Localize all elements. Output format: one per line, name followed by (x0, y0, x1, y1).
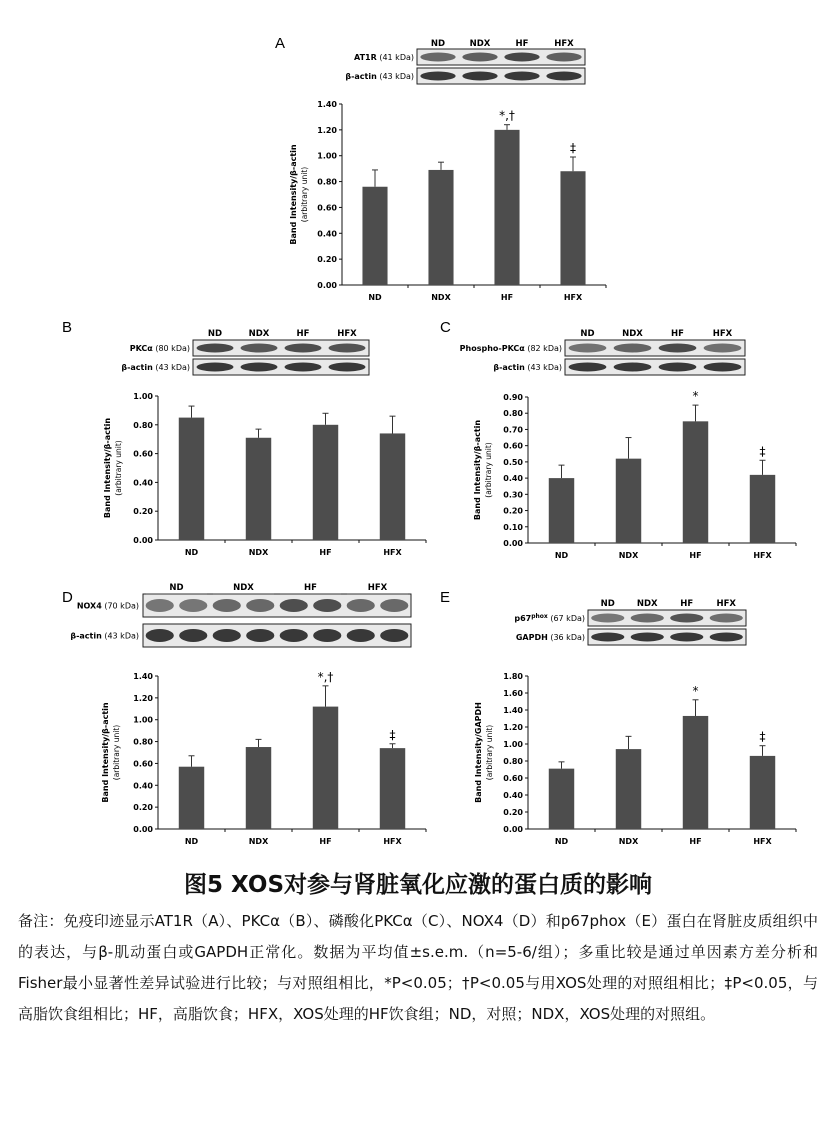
blot-label: β-actin (43 kDa) (70, 631, 139, 641)
y-tick-label: 0.40 (133, 478, 153, 488)
y-tick-label: 1.00 (133, 715, 153, 725)
blot-band (197, 363, 234, 372)
blot-label: β-actin (43 kDa) (345, 72, 414, 81)
panel-D (62, 583, 426, 846)
blot-band (546, 72, 581, 81)
x-tick-label: NDX (431, 293, 451, 302)
x-tick-label: NDX (618, 837, 639, 846)
x-tick-label: HF (689, 837, 702, 846)
y-tick-label: 0.90 (503, 393, 523, 402)
blot-band (347, 629, 375, 642)
x-tick-label: HFX (753, 551, 772, 560)
blot-group-label: HF (296, 329, 310, 339)
blot-band (197, 344, 234, 353)
blot-band (241, 344, 278, 353)
blot-band (329, 344, 366, 353)
bar (246, 747, 271, 829)
y-tick-label: 0.00 (503, 825, 523, 834)
blot-group-label: ND (600, 599, 615, 609)
blot-band (614, 344, 652, 353)
blot-band (659, 344, 697, 353)
y-axis-sublabel: (arbitrary unit) (300, 166, 309, 223)
y-tick-label: 1.80 (503, 672, 523, 681)
bar (750, 475, 775, 543)
x-tick-label: ND (554, 837, 569, 846)
blot-band (710, 633, 743, 642)
blot-band (146, 599, 174, 612)
blot-band (313, 599, 341, 612)
blot-band (213, 599, 241, 612)
x-tick-label: ND (184, 837, 199, 846)
blot-group-label: HFX (712, 329, 733, 339)
x-tick-label: HF (319, 837, 332, 846)
bar (683, 716, 708, 829)
blot-group-label: ND (580, 329, 595, 339)
bar (313, 425, 338, 540)
blot-group-label: HF (515, 39, 529, 49)
blot-band (380, 629, 408, 642)
blot-label: PKCα (80 kDa) (129, 344, 190, 353)
bar (380, 433, 405, 540)
y-tick-label: 0.40 (317, 229, 337, 239)
blot-label: β-actin (43 kDa) (121, 363, 190, 372)
blot-label: AT1R (41 kDa) (354, 53, 414, 62)
blot-band (631, 614, 664, 623)
blot-group-label: ND (430, 39, 446, 49)
blot-band (285, 344, 322, 353)
y-tick-label: 0.00 (317, 281, 337, 290)
y-tick-label: 0.20 (133, 803, 153, 813)
y-tick-label: 0.20 (317, 255, 337, 265)
y-tick-label: 0.60 (133, 759, 153, 769)
blot-band (546, 53, 581, 62)
bar (560, 171, 585, 285)
y-tick-label: 0.40 (503, 474, 523, 484)
blot-band (285, 363, 322, 372)
blot-band (670, 614, 703, 623)
bar (380, 748, 405, 829)
blot-band (704, 363, 742, 372)
panel-B (62, 319, 426, 557)
bar (750, 756, 775, 829)
blot-group-label: ND (207, 329, 223, 339)
blot-band (704, 344, 742, 353)
significance-label: ‡ (389, 727, 396, 742)
blot-band (670, 633, 703, 642)
blot-band (347, 599, 375, 612)
blot-band (420, 53, 455, 62)
x-tick-label: HFX (383, 548, 402, 557)
blot-band (329, 363, 366, 372)
significance-label: ‡ (759, 444, 766, 459)
bar (313, 707, 338, 829)
blot-group-label: HF (304, 583, 317, 593)
y-tick-label: 0.60 (133, 449, 153, 459)
blot-band (179, 599, 207, 612)
blot-group-label: HFX (337, 329, 357, 339)
y-tick-label: 0.30 (503, 490, 523, 500)
x-tick-label: HF (500, 293, 514, 302)
y-axis-label: Band Intensity/β-actin (289, 144, 298, 245)
bar (428, 170, 453, 285)
x-tick-label: ND (368, 293, 382, 302)
y-axis-label: Band Intensity/β-actin (101, 702, 110, 803)
y-axis-sublabel: (arbitrary unit) (112, 724, 121, 781)
x-tick-label: HFX (753, 837, 772, 846)
bar (616, 459, 641, 543)
blot-band (591, 614, 624, 623)
blot-band (569, 344, 607, 353)
blot-label: Phospho-PKCα (82 kDa) (459, 344, 562, 353)
blot-group-label: ND (169, 583, 184, 593)
blot-band (569, 363, 607, 372)
panel-label: D (62, 589, 73, 606)
blot-band (631, 633, 664, 642)
panel-label: E (440, 589, 451, 606)
bar (179, 418, 204, 540)
y-tick-label: 0.40 (133, 781, 153, 791)
y-tick-label: 0.00 (503, 539, 523, 548)
y-tick-label: 0.80 (133, 737, 153, 747)
y-tick-label: 1.60 (503, 689, 523, 698)
x-tick-label: HF (689, 551, 702, 560)
y-tick-label: 0.70 (503, 425, 523, 435)
y-tick-label: 0.80 (503, 757, 523, 766)
y-axis-label: Band Intensity/β-actin (103, 417, 112, 519)
y-tick-label: 0.20 (503, 808, 523, 817)
blot-band (659, 363, 697, 372)
x-tick-label: NDX (248, 548, 269, 557)
blot-label: GAPDH (36 kDa) (515, 633, 585, 642)
blot-band (710, 614, 743, 623)
blot-label: $p67^{phox}$ (67 kDa) (514, 613, 585, 623)
panel-C (440, 319, 796, 560)
panel-label: B (62, 319, 73, 336)
blot-band (241, 363, 278, 372)
blot-group-label: NDX (248, 329, 270, 339)
x-tick-label: NDX (248, 837, 269, 846)
panel-label: A (275, 35, 286, 52)
y-axis-sublabel: (arbitrary unit) (485, 724, 494, 781)
blot-group-label: NDX (636, 599, 658, 609)
blot-band (504, 53, 539, 62)
blot-label: β-actin (43 kDa) (493, 363, 562, 372)
y-tick-label: 1.00 (317, 151, 337, 161)
bar (549, 478, 574, 543)
blot-band (462, 72, 497, 81)
bar (494, 130, 519, 285)
y-tick-label: 0.20 (133, 507, 153, 517)
x-tick-label: ND (554, 551, 569, 560)
y-tick-label: 0.80 (133, 420, 153, 430)
y-tick-label: 1.20 (133, 693, 153, 703)
y-tick-label: 1.40 (317, 100, 337, 109)
blot-band (280, 629, 308, 642)
y-tick-label: 0.00 (133, 536, 153, 545)
y-tick-label: 0.20 (503, 506, 523, 516)
significance-label: *,† (317, 669, 334, 684)
y-tick-label: 0.60 (503, 441, 523, 451)
blot-group-label: HFX (554, 39, 574, 49)
blot-label: NOX4 (70 kDa) (76, 601, 139, 611)
y-axis-label: Band Intensity/β-actin (473, 419, 482, 521)
bar (362, 187, 387, 285)
y-axis-label: Band Intensity/GAPDH (474, 702, 483, 803)
y-tick-label: 0.80 (503, 409, 523, 419)
y-tick-label: 1.00 (503, 740, 523, 749)
significance-label: *,† (499, 108, 515, 123)
y-tick-label: 0.10 (503, 522, 523, 532)
y-tick-label: 0.50 (503, 457, 523, 467)
blot-group-label: HF (680, 599, 694, 609)
blot-band (213, 629, 241, 642)
y-axis-sublabel: (arbitrary unit) (484, 442, 493, 498)
y-tick-label: 0.80 (317, 177, 337, 187)
blot-group-label: HFX (716, 599, 736, 609)
blot-band (591, 633, 624, 642)
panel-label: C (440, 319, 451, 336)
blot-band (280, 599, 308, 612)
blot-band (504, 72, 539, 81)
significance-label: * (692, 389, 699, 404)
blot-band (614, 363, 652, 372)
y-tick-label: 1.40 (503, 706, 523, 715)
blot-group-label: HFX (367, 583, 388, 593)
blot-band (146, 629, 174, 642)
blot-band (246, 599, 274, 612)
blot-band (380, 599, 408, 612)
panel-E (440, 589, 796, 846)
blot-group-label: NDX (233, 583, 254, 593)
y-tick-label: 0.40 (503, 791, 523, 800)
bar (179, 767, 204, 829)
x-tick-label: HFX (563, 293, 583, 302)
blot-band (246, 629, 274, 642)
figure-note: 备注：免疫印迹显示AT1R（A）、PKCα（B）、磷酸化PKCα（C）、NOX4（D）和p67phox（E）蛋白在肾脏皮质组织中的表达，与β-肌动蛋白或GAPDH正常化。数据为平均值±s.e.m.（n=5-6/组）；多重比较是通过单因素方差分析和Fisher最小显著性差异试验进行比较；与对照组相比，*P<0.05；†P<0.05与用XOS处理的对照组相比；‡P<0.05，与高脂饮食组相比；HF，高脂饮食；HFX，XOS处理的HF饮食组；ND，对照；NDX，XOS处理的对照组。 (18, 912, 818, 1023)
x-tick-label: HF (319, 548, 332, 557)
panel-A (275, 35, 606, 302)
y-tick-label: 1.20 (317, 125, 337, 135)
blot-group-label: NDX (622, 329, 643, 339)
y-tick-label: 1.20 (503, 723, 523, 732)
blot-group-label: NDX (469, 39, 491, 49)
x-tick-label: HFX (383, 837, 402, 846)
bar (246, 438, 271, 540)
y-axis-sublabel: (arbitrary unit) (114, 440, 123, 496)
y-tick-label: 1.40 (133, 672, 153, 681)
significance-label: * (692, 683, 699, 698)
y-tick-label: 1.00 (133, 392, 153, 401)
significance-label: ‡ (570, 141, 576, 156)
blot-group-label: HF (671, 329, 684, 339)
bar (549, 769, 574, 829)
blot-band (313, 629, 341, 642)
y-tick-label: 0.00 (133, 825, 153, 834)
y-tick-label: 0.60 (317, 203, 337, 213)
x-tick-label: NDX (618, 551, 639, 560)
x-tick-label: ND (184, 548, 199, 557)
bar (616, 749, 641, 829)
blot-band (420, 72, 455, 81)
significance-label: ‡ (759, 729, 766, 744)
blot-band (179, 629, 207, 642)
bar (683, 421, 708, 543)
figure-title: 图5 XOS对参与肾脏氧化应激的蛋白质的影响 (183, 872, 653, 898)
blot-band (462, 53, 497, 62)
y-tick-label: 0.60 (503, 774, 523, 783)
